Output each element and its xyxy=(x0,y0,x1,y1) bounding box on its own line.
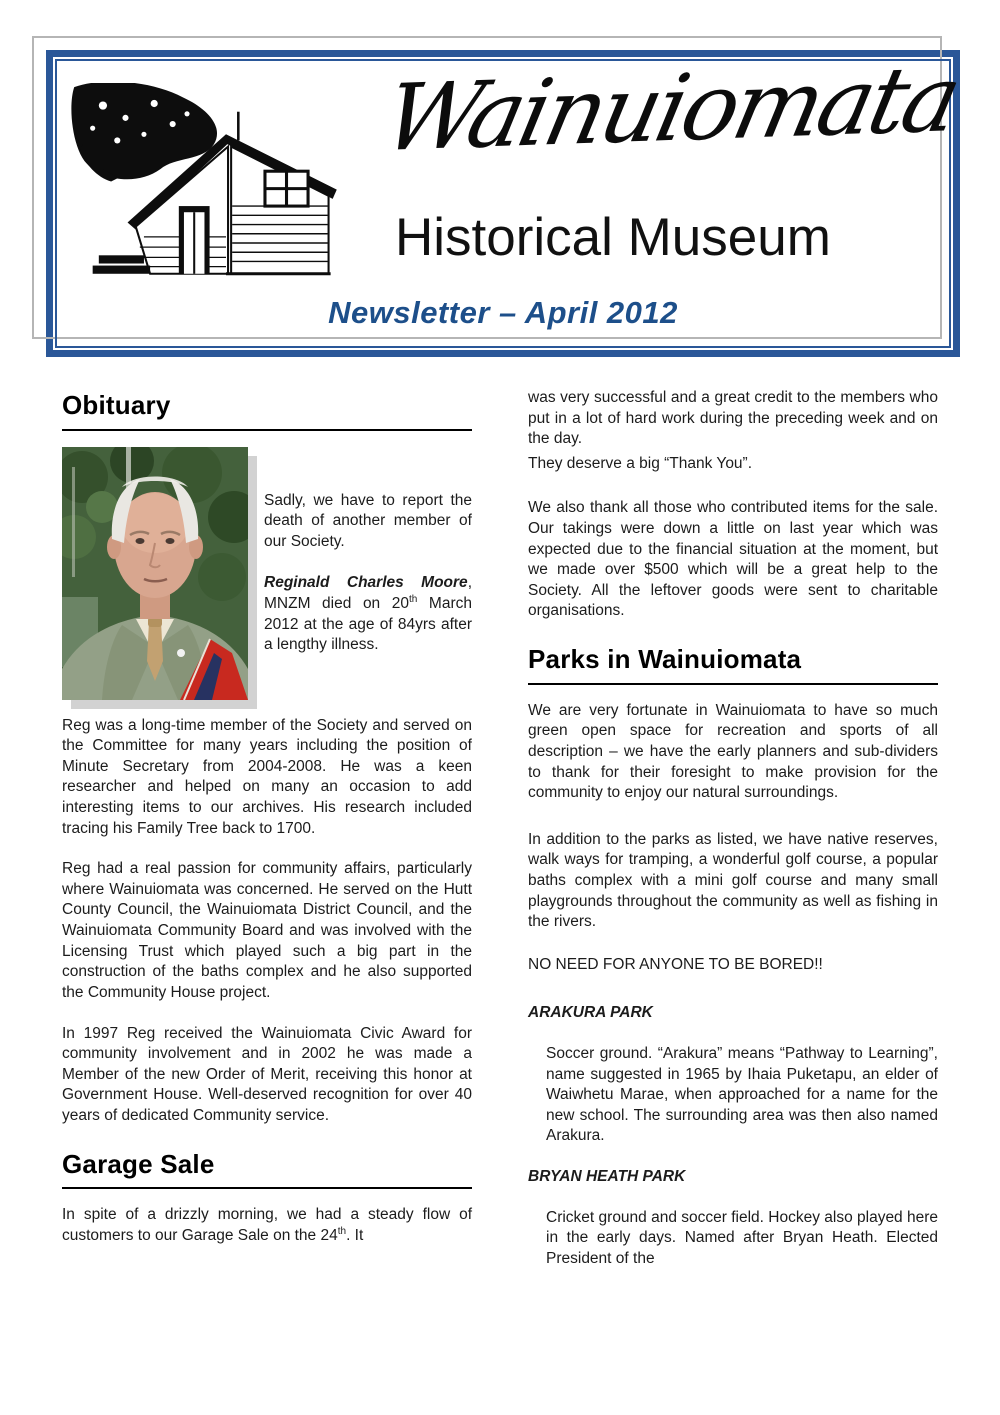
parks-rule xyxy=(528,683,938,685)
garage-cont-para-1: was very successful and a great credit to the members who put in a lot of hard work during the preceding week and on the day. xyxy=(528,389,938,448)
obituary-para-3: In 1997 Reg received the Wainuiomata Civic Award for community involvement and in 2002 he was made a Member of the new Order of Merit, receiving this honor at Government House. Well-deserved recognition for over 40 years of dedicated Community service. xyxy=(62,1024,472,1124)
obituary-rule xyxy=(62,429,472,431)
garage-cont-para-3: We also thank all those who contributed items for the sale. Our takings were down a little on last year which was expected due to the financial situation at the moment, but we made over $500 which will be a great help to the Society. All the leftover goods were sent to charitable organisations. xyxy=(528,499,938,620)
museum-house-logo-icon xyxy=(71,83,381,283)
parks-heading: Parks in Wainuiomata xyxy=(528,644,802,675)
parks-shout-line: NO NEED FOR ANYONE TO BE BORED!! xyxy=(528,955,823,973)
parks-para-2: In addition to the parks as listed, we have native reserves, walk ways for tramping, a wonderful golf course, a popular baths complex with a mini golf course and many small playgrounds throughout the community as well as fishing in the rivers. xyxy=(528,830,938,931)
obituary-detail-para: Reginald Charles Moore, MNZM died on 20th March 2012 at the age of 84yrs after a lengthy illness. xyxy=(264,574,472,654)
park-entry-arakura xyxy=(528,1003,938,1147)
obituary-intro xyxy=(264,447,472,700)
newsletter-issue-title: Newsletter – April 2012 xyxy=(328,295,678,330)
garage-sale-rule xyxy=(62,1187,472,1189)
park-entry-text: Cricket ground and soccer field. Hockey also played here in the early days. Named after Bryan Heath. Elected President of the xyxy=(546,1208,939,1267)
left-column xyxy=(62,388,472,1246)
masthead-subtitle: Historical Museum xyxy=(395,208,831,267)
park-entry-text: Soccer ground. “Arakura” means “Pathway to Learning”, name suggested in 1965 by Ihaia Puketapu, an elder of Waiwhetu Marae, when approached for a name for the new school. The surrounding area was then also named Arakura. xyxy=(546,1044,938,1145)
obituary-heading: Obituary xyxy=(62,390,171,420)
right-column xyxy=(528,388,938,1289)
park-entry-name: BRYAN HEATH PARK xyxy=(528,1168,686,1186)
masthead-frame xyxy=(46,45,967,357)
obituary-para-1: Reg was a long-time member of the Society and served on the Committee for many years including the position of Minute Secretary from 2004-2008. He was a keen researcher and helped on many an occasion to add interesting items to our archives. His research included tracing his Family Tree back to 1700. xyxy=(62,716,472,837)
park-entry-name: ARAKURA PARK xyxy=(528,1004,653,1022)
portrait-photo xyxy=(62,447,248,700)
garage-sale-heading: Garage Sale xyxy=(62,1148,215,1179)
garage-cont-para-2: They deserve a big “Thank You”. xyxy=(528,454,753,472)
park-entry-bryan-heath xyxy=(528,1167,938,1269)
garage-sale-para: In spite of a drizzly morning, we had a steady flow of customers to our Garage Sale on the 24th. It xyxy=(62,1206,472,1244)
masthead-script-title: Wainuiomata xyxy=(374,45,967,173)
deceased-name: Reginald Charles Moore xyxy=(264,574,468,592)
obituary-intro-para: Sadly, we have to report the death of another member of our Society. xyxy=(264,491,472,550)
newsletter-body xyxy=(62,388,938,1289)
parks-para-1: We are very fortunate in Wainuiomata to have so much green open space for recreation and sports of all description – we have the early planners and sub-dividers to thank for their foresight to make provision for the community to enjoy our natural surroundings. xyxy=(528,701,938,802)
obituary-photo-row xyxy=(62,447,472,700)
obituary-para-2: Reg had a real passion for community affairs, particularly where Wainuiomata was concerned. He served on the Hutt County Council, the Wainuiomata District Council, and the Wainuiomata Community Board and was involved with the Licensing Trust which played such a big part in the construction of the baths complex and he also supported the Community House project. xyxy=(62,860,472,1001)
masthead xyxy=(65,45,967,338)
